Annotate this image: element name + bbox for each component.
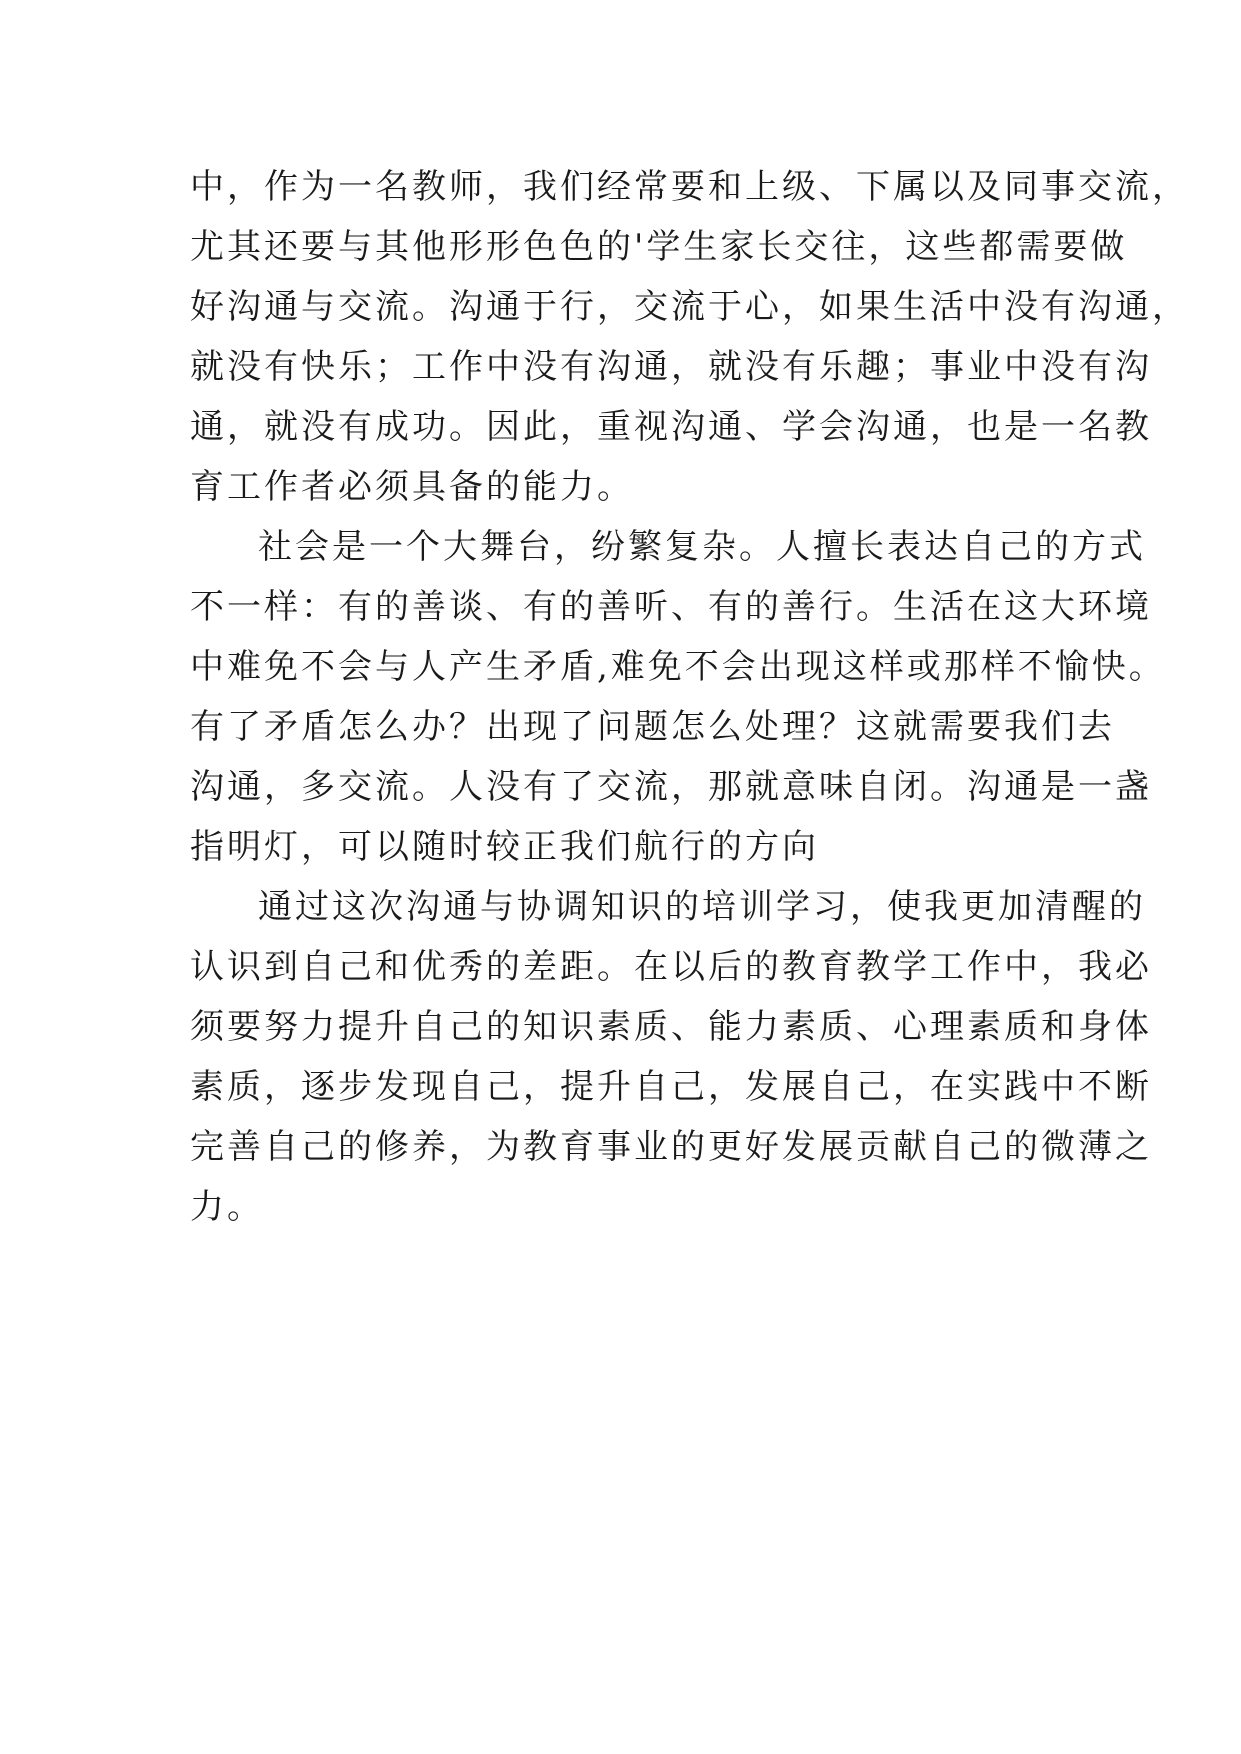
paragraph-line: 有了矛盾怎么办？出现了问题怎么处理？这就需要我们去: [190, 707, 1115, 747]
paragraph-1: [190, 157, 1189, 517]
paragraph-line: 育工作者必须具备的能力。: [190, 467, 634, 507]
paragraph-line: 通过这次沟通与协调知识的培训学习，使我更加清醒的: [258, 887, 1146, 927]
paragraph-line: 认识到自己和优秀的差距。在以后的教育教学工作中，我必: [190, 947, 1152, 987]
paragraph-line: 素质，逐步发现自己，提升自己，发展自己，在实践中不断: [190, 1067, 1152, 1107]
paragraph-line: 好沟通与交流。沟通于行，交流于心，如果生活中没有沟通，: [190, 287, 1189, 327]
paragraph-line: 完善自己的修养，为教育事业的更好发展贡献自己的微薄之: [190, 1127, 1152, 1167]
paragraph-line: 尤其还要与其他形形色色的'学生家长交往，这些都需要做: [190, 227, 1128, 267]
paragraph-line: 就没有快乐；工作中没有沟通，就没有乐趣；事业中没有沟: [190, 347, 1152, 387]
paragraph-line: 中难免不会与人产生矛盾,难免不会出现这样或那样不愉快。: [190, 647, 1166, 687]
paragraph-line: 指明灯，可以随时较正我们航行的方向: [190, 827, 819, 867]
paragraph-line: 中，作为一名教师，我们经常要和上级、下属以及同事交流，: [190, 167, 1189, 207]
paragraph-line: 通，就没有成功。因此，重视沟通、学会沟通，也是一名教: [190, 407, 1152, 447]
paragraph-line: 须要努力提升自己的知识素质、能力素质、心理素质和身体: [190, 1007, 1152, 1047]
paragraph-2: [190, 517, 1166, 877]
document-body: [190, 157, 1189, 1237]
paragraph-line: 沟通，多交流。人没有了交流，那就意味自闭。沟通是一盏: [190, 767, 1152, 807]
paragraph-line: 力。: [190, 1187, 264, 1227]
paragraph-line: 不一样：有的善谈、有的善听、有的善行。生活在这大环境: [190, 587, 1152, 627]
paragraph-3: [190, 877, 1152, 1237]
paragraph-line: 社会是一个大舞台，纷繁复杂。人擅长表达自己的方式: [258, 527, 1146, 567]
